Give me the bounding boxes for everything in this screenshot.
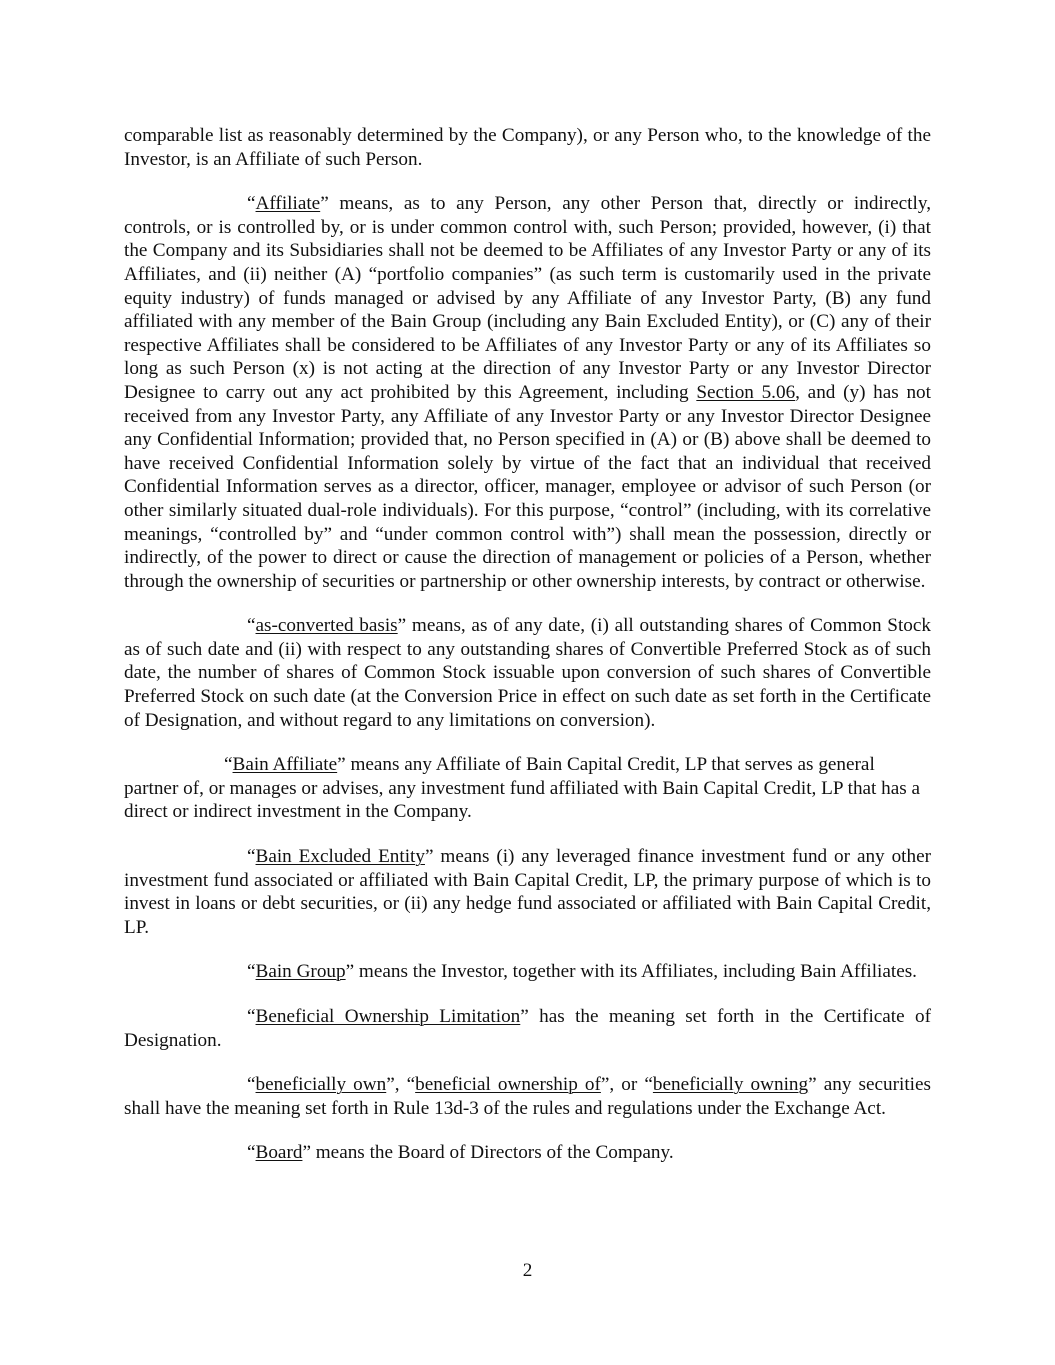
definition-bain-excluded-entity: “Bain Excluded Entity” means (i) any leveraged finance investment fund or any other investment fund associated or affiliated with Bain Capital Credit, LP, the primary purpose of which is to invest in loans or debt securities, or (ii) any hedge fund associated or affiliated with Bain Capital Credit, LP. bbox=[124, 846, 931, 938]
defined-term: beneficially own bbox=[255, 1074, 387, 1096]
definition-as-converted-basis: “as-converted basis” means, as of any date, (i) all outstanding shares of Common Stock as of such date and (ii) with respect to any outstanding shares of Convertible Preferred Stock as of such date, the number of shares of Common Stock issuable upon conversion of such shares of Convertible Preferred Stock on such date (at the Conversion Price in effect on such date as set forth in the Certificate of Designation, and without regard to any limitations on conversion). bbox=[124, 615, 931, 731]
definition-beneficially-own: “beneficially own”, “beneficial ownership of”, or “beneficially owning” any securities shall have the meaning set forth in Rule 13d-3 of the rules and regulations under the Exchange Act. bbox=[124, 1074, 931, 1119]
definition-beneficial-ownership-limitation: “Beneficial Ownership Limitation” has the meaning set forth in the Certificate of Designation. bbox=[124, 1006, 931, 1051]
defined-term: Bain Excluded Entity bbox=[255, 846, 425, 868]
document-page bbox=[124, 124, 931, 1186]
defined-term: Affiliate bbox=[255, 193, 321, 215]
definition-bain-affiliate: “Bain Affiliate” means any Affiliate of Bain Capital Credit, LP that serves as general partner of, or manages or advises, any investment fund affiliated with Bain Capital Credit, LP that has a direct or indirect investment in the Company. bbox=[124, 754, 921, 823]
defined-term: beneficial ownership of bbox=[415, 1074, 601, 1096]
defined-term: Section 5.06 bbox=[696, 381, 796, 403]
defined-term: Board bbox=[255, 1142, 303, 1164]
defined-term: Bain Affiliate bbox=[232, 754, 338, 776]
definition-affiliate: “Affiliate” means, as to any Person, any other Person that, directly or indirectly, controls, or is controlled by, or is under common control with, such Person; provided, however, (i) that the Company and its Subsidiaries shall not be deemed to be Affiliates of any Investor Party or any of its Affiliates, and (ii) neither (A) “portfolio companies” (as such term is customarily used in the private equity industry) of funds managed or advised by any Affiliate of any Investor Party, (B) any fund affiliated with any member of the Bain Group (including any Bain Excluded Entity), or (C) any of their respective Affiliates shall be considered to be Affiliates of any Investor Party or any of its Affiliates so long as such Person (x) is not acting at the direction of any Investor Party or any Investor Director Designee to carry out any act prohibited by this Agreement, including Section 5.06, and (y) has not received from any Investor Party, any Affiliate of any Investor Party or any Investor Director Designee any Confidential Information; provided that, no Person specified in (A) or (B) above shall be deemed to have received Confidential Information solely by virtue of the fact that an individual that received Confidential Information serves as a director, officer, manager, employee or advisor of such Person (or other similarly situated dual-role individuals). For this purpose, “control” (including, with its correlative meanings, “controlled by” and “under common control with”) shall mean the possession, directly or indirectly, of the power to direct or cause the direction of management or policies of a Person, whether through the ownership of securities or partnership or other ownership interests, by contract or otherwise. bbox=[124, 193, 931, 592]
defined-term: as-converted basis bbox=[255, 615, 398, 637]
paragraph-continuation: comparable list as reasonably determined by the Company), or any Person who, to the knowledge of the Investor, is an Affiliate of such Person. bbox=[124, 125, 931, 170]
defined-term: beneficially owning bbox=[652, 1074, 809, 1096]
definition-board: “Board” means the Board of Directors of the Company. bbox=[247, 1142, 674, 1164]
defined-term: Beneficial Ownership Limitation bbox=[255, 1006, 521, 1027]
definition-bain-group: “Bain Group” means the Investor, together with its Affiliates, including Bain Affiliates. bbox=[247, 961, 917, 983]
defined-term: Bain Group bbox=[255, 961, 346, 983]
page-number: 2 bbox=[522, 1260, 533, 1281]
